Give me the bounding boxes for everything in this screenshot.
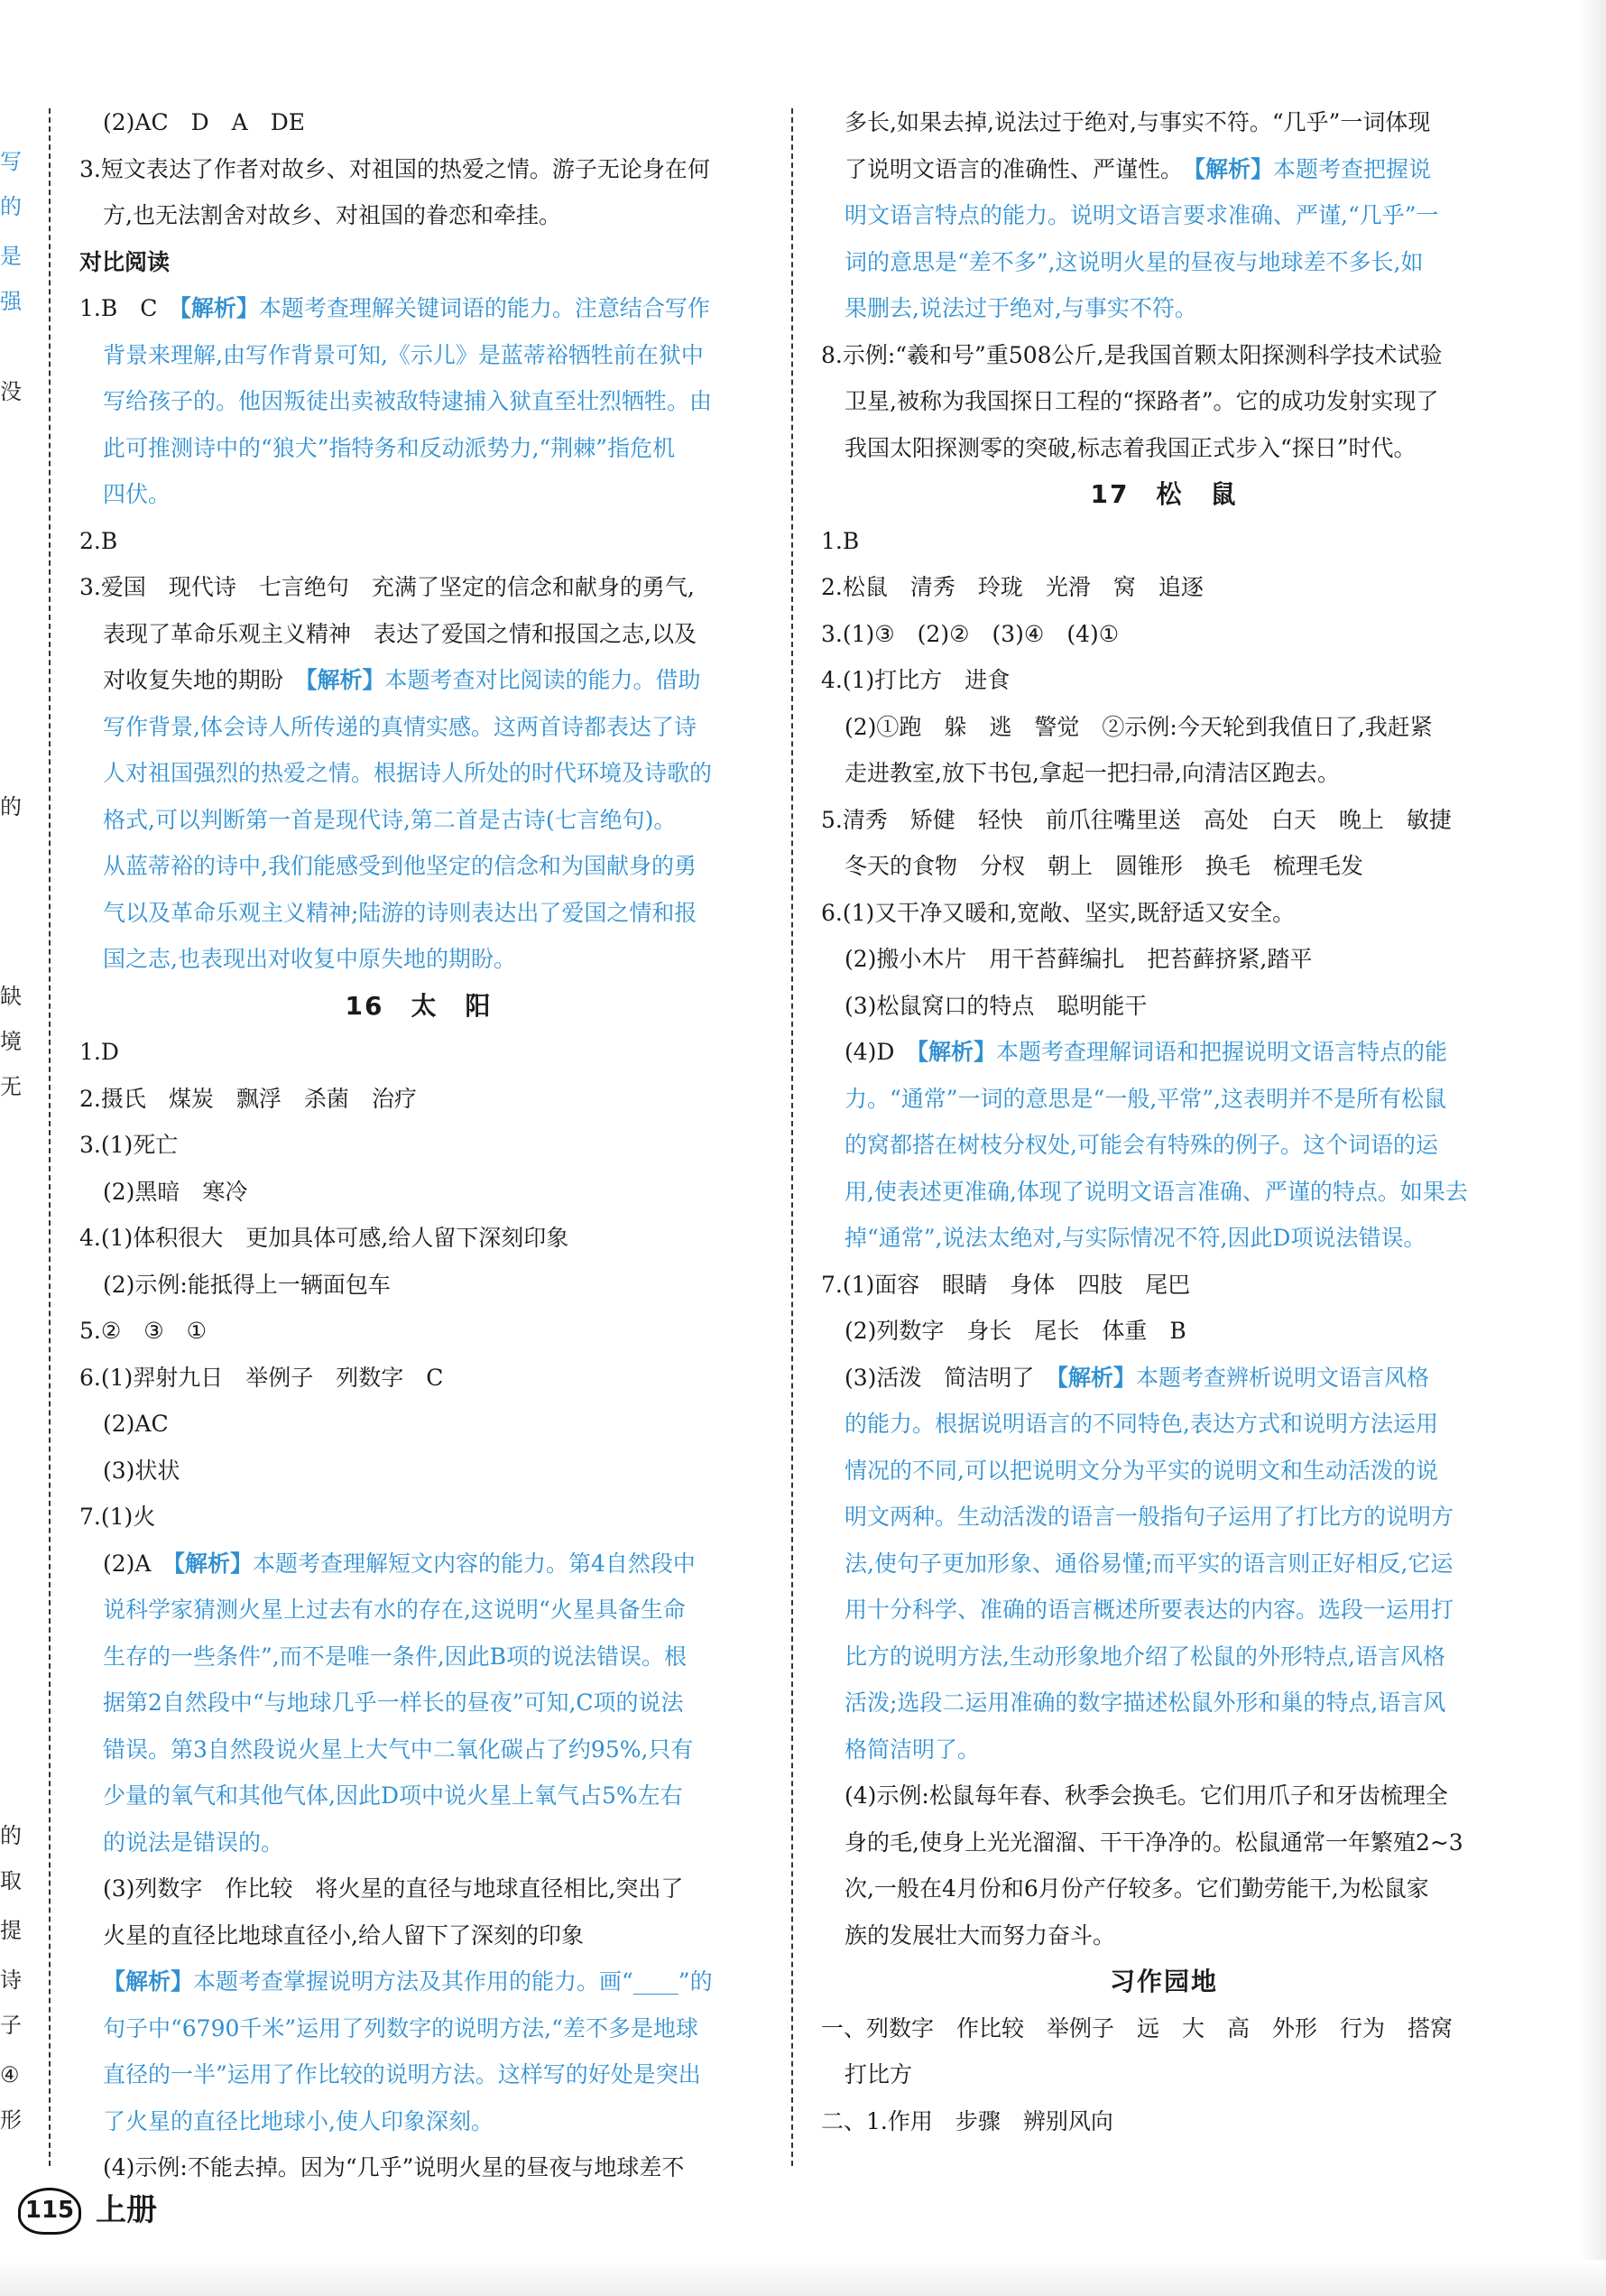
margin-fragment: 无 xyxy=(0,1074,22,1099)
answer-line: 二、1.作用 步骤 辨别风向 xyxy=(821,2107,1113,2134)
answer-line: 用十分科学、准确的语言概述所要表达的内容。选段一运用打 xyxy=(845,1597,1454,1623)
answer-line: 3.(1)死亡 xyxy=(79,1132,179,1158)
answer-line: 的能力。根据说明语言的不同特色,表达方式和说明方法运用 xyxy=(845,1411,1438,1437)
answer-line: 4.(1)打比方 进食 xyxy=(821,667,1011,693)
answer-line: 错误。第3自然段说火星上大气中二氧化碳占了约95%,只有 xyxy=(103,1736,694,1763)
answer-line: (2)AC xyxy=(103,1411,169,1437)
answer-line: 5.② ③ ① xyxy=(79,1318,208,1344)
answer-line: 格简洁明了。 xyxy=(845,1736,981,1763)
volume-label: 上册 xyxy=(96,2192,157,2229)
answer-line: 3.(1)③ (2)② (3)④ (4)① xyxy=(821,620,1120,647)
answer-line xyxy=(821,1355,1507,1402)
analysis-tag: 【解析】 xyxy=(1057,1364,1136,1391)
margin-fragment: 是 xyxy=(0,244,22,269)
answer-line: 身的毛,使身上光光溜溜、干干净净的。松鼠通常一年繁殖2~3 xyxy=(845,1828,1463,1856)
answer-text: 1.B C xyxy=(79,295,180,321)
analysis-tag: 【解析】 xyxy=(180,295,259,321)
right-answer-column xyxy=(821,99,1507,2144)
answer-line: (2)①跑 躲 逃 警觉 ②示例:今天轮到我值日了,我赶紧 xyxy=(845,713,1433,740)
margin-fragment: 取 xyxy=(0,1868,22,1893)
answer-line: (3)松鼠窝口的特点 聪明能干 xyxy=(845,992,1148,1019)
answer-line: 族的发展壮大而努力奋斗。 xyxy=(845,1921,1116,1949)
answer-line: 方,也无法割舍对故乡、对祖国的眷恋和牵挂。 xyxy=(103,202,561,228)
center-dashed-divider xyxy=(791,108,793,2166)
answer-line: 句子中“6790千米”运用了列数字的说明方法,“差不多是地球 xyxy=(103,2014,698,2041)
answer-line: 了火星的直径比地球小,使人印象深刻。 xyxy=(103,2107,494,2134)
analysis-tag: 【解析】 xyxy=(1194,155,1274,182)
analysis-text: 本题考查把握说 xyxy=(1273,155,1432,182)
answer-line: 6.(1)又干净又暖和,宽敞、坚实,既舒适又安全。 xyxy=(821,899,1296,926)
answer-line: 背景来理解,由写作背景可知,《示儿》是蓝蒂裕牺牲前在狱中 xyxy=(103,341,704,368)
answer-line: (4)示例:不能去掉。因为“几乎”说明火星的昼夜与地球差不 xyxy=(103,2154,685,2180)
answer-line: 国之志,也表现出对收复中原失地的期盼。 xyxy=(103,946,516,972)
answer-line: 火星的直径比地球直径小,给人留下了深刻的印象 xyxy=(103,1921,584,1949)
answer-line xyxy=(79,1541,758,1588)
analysis-tag: 【解析】 xyxy=(306,667,385,693)
margin-fragment: 的 xyxy=(0,794,22,819)
left-dashed-divider xyxy=(49,108,51,2166)
page-edge-shadow xyxy=(1579,0,1606,2296)
answer-line: 人对祖国强烈的热爱之情。根据诗人所处的时代环境及诗歌的 xyxy=(103,760,713,786)
answer-line xyxy=(79,1958,758,2005)
section-heading: 17 松 鼠 xyxy=(1090,479,1238,509)
answer-line: 说科学家猜测火星上过去有水的存在,这说明“火星具备生命 xyxy=(103,1597,686,1623)
page-bottom-shadow xyxy=(0,2260,1606,2296)
analysis-tag: 【解析】 xyxy=(103,1968,194,1995)
answer-line xyxy=(821,146,1507,193)
answer-line: 1.B xyxy=(821,527,860,554)
answer-line: 1.D xyxy=(79,1039,119,1065)
analysis-text: 本题考查理解关键词语的能力。注意结合写作 xyxy=(258,295,710,321)
answer-line: 四伏。 xyxy=(103,481,171,507)
answer-line: 我国太阳探测零的突破,标志着我国正式步入“探日”时代。 xyxy=(845,434,1417,461)
answer-line: 的说法是错误的。 xyxy=(103,1828,284,1856)
page-number-badge: 115 xyxy=(18,2188,81,2235)
answer-line xyxy=(821,1029,1507,1076)
answer-line: 打比方 xyxy=(845,2061,913,2088)
answer-line: 生存的一些条件”,而不是唯一条件,因此B项的说法错误。根 xyxy=(103,1643,688,1670)
section-heading: 16 太 阳 xyxy=(345,990,493,1021)
margin-fragment: 强 xyxy=(0,289,22,314)
analysis-tag: 【解析】 xyxy=(917,1039,996,1065)
answer-line xyxy=(79,285,758,332)
answer-line: 2.松鼠 清秀 玲珑 光滑 窝 追逐 xyxy=(821,574,1204,600)
margin-fragment: 提 xyxy=(0,1918,22,1943)
answer-line: (2)AC D A DE xyxy=(103,109,305,135)
answer-line: 用,使表述更准确,体现了说明文语言准确、严谨的特点。如果去 xyxy=(845,1178,1468,1205)
answer-line: 走进教室,放下书包,拿起一把扫帚,向清洁区跑去。 xyxy=(845,760,1340,786)
analysis-text: 本题考查理解词语和把握说明文语言特点的能 xyxy=(995,1039,1447,1065)
answer-line: 4.(1)体积很大 更加具体可感,给人留下深刻印象 xyxy=(79,1225,569,1251)
answer-line: 3.爱国 现代诗 七言绝句 充满了坚定的信念和献身的勇气, xyxy=(79,574,695,600)
answer-text: (3)活泼 简洁明了 xyxy=(845,1364,1057,1391)
margin-fragment: 诗 xyxy=(0,1967,22,1993)
answer-line: 活泼;选段二运用准确的数字描述松鼠外形和巢的特点,语言风 xyxy=(845,1690,1446,1716)
page-footer xyxy=(18,2184,157,2238)
answer-line: 此可推测诗中的“狼犬”指特务和反动派势力,“荆棘”指危机 xyxy=(103,434,676,461)
answer-line: 7.(1)面容 眼睛 身体 四肢 尾巴 xyxy=(821,1271,1191,1298)
answer-line: (2)示例:能抵得上一辆面包车 xyxy=(103,1271,391,1298)
answer-line: 5.清秀 矫健 轻快 前爪往嘴里送 高处 白天 晚上 敏捷 xyxy=(821,806,1452,833)
margin-fragment: 境 xyxy=(0,1029,22,1054)
answer-line: 7.(1)火 xyxy=(79,1504,156,1530)
answer-line: 的窝都搭在树枝分杈处,可能会有特殊的例子。这个词语的运 xyxy=(845,1132,1438,1158)
answer-line: 写给孩子的。他因叛徒出卖被敌特逮捕入狱直至壮烈牺牲。由 xyxy=(103,388,713,414)
answer-line: 据第2自然段中“与地球几乎一样长的昼夜”可知,C项的说法 xyxy=(103,1690,684,1716)
analysis-text: 本题考查理解短文内容的能力。第4自然段中 xyxy=(252,1550,696,1577)
analysis-tag: 【解析】 xyxy=(173,1550,253,1577)
margin-fragment: 形 xyxy=(0,2107,22,2133)
margin-fragment: 没 xyxy=(0,379,22,404)
answer-line: 多长,如果去掉,说法过于绝对,与事实不符。“几乎”一词体现 xyxy=(845,109,1431,135)
answer-line: 果删去,说法过于绝对,与事实不符。 xyxy=(845,295,1197,321)
answer-line: 明文两种。生动活泼的语言一般指句子运用了打比方的说明方 xyxy=(845,1504,1454,1530)
answer-line: 表现了革命乐观主义精神 表达了爱国之情和报国之志,以及 xyxy=(103,620,697,647)
margin-fragment: 缺 xyxy=(0,984,22,1009)
answer-line: 2.B xyxy=(79,527,118,554)
answer-line: 格式,可以判断第一首是现代诗,第二首是古诗(七言绝句)。 xyxy=(103,806,677,833)
answer-line: (3)列数字 作比较 将火星的直径与地球直径相比,突出了 xyxy=(103,1875,684,1902)
answer-line: (3)状状 xyxy=(103,1457,180,1484)
analysis-text: 本题考查对比阅读的能力。借助 xyxy=(384,667,701,693)
answer-line: 从蓝蒂裕的诗中,我们能感受到他坚定的信念和为国献身的勇 xyxy=(103,853,697,879)
answer-line: 写作背景,体会诗人所传递的真情实感。这两首诗都表达了诗 xyxy=(103,713,697,740)
analysis-text: 本题考查掌握说明方法及其作用的能力。画“____”的 xyxy=(193,1968,713,1995)
answer-line: 次,一般在4月份和6月份产仔较多。它们勤劳能干,为松鼠家 xyxy=(845,1875,1429,1902)
left-answer-column xyxy=(79,99,758,2191)
answer-line: (4)示例:松鼠每年春、秋季会换毛。它们用爪子和牙齿梳理全 xyxy=(845,1782,1448,1809)
answer-text: (4)D xyxy=(845,1039,918,1065)
answer-line xyxy=(79,657,758,704)
answer-text: (2)A xyxy=(103,1550,174,1577)
section-heading: 习作园地 xyxy=(1109,1967,1218,1996)
answer-line: 8.示例:“羲和号”重508公斤,是我国首颗太阳探测科学技术试验 xyxy=(821,341,1443,368)
answer-text: 对收复失地的期盼 xyxy=(103,667,307,693)
margin-fragment: 的 xyxy=(0,194,22,219)
section-heading: 对比阅读 xyxy=(79,248,171,275)
margin-fragment: 子 xyxy=(0,2013,22,2038)
answer-line: (2)黑暗 寒冷 xyxy=(103,1178,248,1205)
answer-line: 法,使句子更加形象、通俗易懂;而平实的语言则正好相反,它运 xyxy=(845,1550,1454,1577)
answer-line: (2)搬小木片 用干苔藓编扎 把苔藓挤紧,踏平 xyxy=(845,946,1313,972)
answer-line: (2)列数字 身长 尾长 体重 B xyxy=(845,1318,1186,1344)
answer-line: 冬天的食物 分杈 朝上 圆锥形 换毛 梳理毛发 xyxy=(845,853,1364,879)
answer-line: 直径的一半”运用了作比较的说明方法。这样写的好处是突出 xyxy=(103,2061,701,2088)
answer-line: 少量的氧气和其他气体,因此D项中说火星上氧气占5%左右 xyxy=(103,1782,683,1809)
answer-line: 明文语言特点的能力。说明文语言要求准确、严谨,“几乎”一 xyxy=(845,202,1439,228)
margin-fragment: 写 xyxy=(0,149,22,174)
answer-line: 掉“通常”,说法太绝对,与实际情况不符,因此D项说法错误。 xyxy=(845,1225,1426,1251)
answer-text: 了说明文语言的准确性、严谨性。 xyxy=(845,155,1195,182)
answer-line: 一、列数字 作比较 举例子 远 大 高 外形 行为 搭窝 xyxy=(821,2014,1454,2041)
margin-fragment: 的 xyxy=(0,1823,22,1848)
answer-line: 情况的不同,可以把说明文分为平实的说明文和生动活泼的说 xyxy=(845,1457,1438,1484)
answer-line: 3.短文表达了作者对故乡、对祖国的热爱之情。游子无论身在何 xyxy=(79,155,710,182)
answer-line: 词的意思是“差不多”,这说明火星的昼夜与地球差不多长,如 xyxy=(845,248,1424,275)
answer-line: 气以及革命乐观主义精神;陆游的诗则表达出了爱国之情和报 xyxy=(103,899,697,926)
analysis-text: 本题考查辨析说明文语言风格 xyxy=(1135,1364,1429,1391)
answer-line: 6.(1)羿射九日 举例子 列数字 C xyxy=(79,1364,444,1391)
answer-line: 力。“通常”一词的意思是“一般,平常”,这表明并不是所有松鼠 xyxy=(845,1085,1447,1112)
answer-line: 卫星,被称为我国探日工程的“探路者”。它的成功发射实现了 xyxy=(845,388,1439,414)
margin-fragment: ④ xyxy=(0,2062,20,2088)
answer-line: 2.摄氏 煤炭 飘浮 杀菌 治疗 xyxy=(79,1085,417,1112)
answer-line: 比方的说明方法,生动形象地介绍了松鼠的外形特点,语言风格 xyxy=(845,1643,1445,1670)
